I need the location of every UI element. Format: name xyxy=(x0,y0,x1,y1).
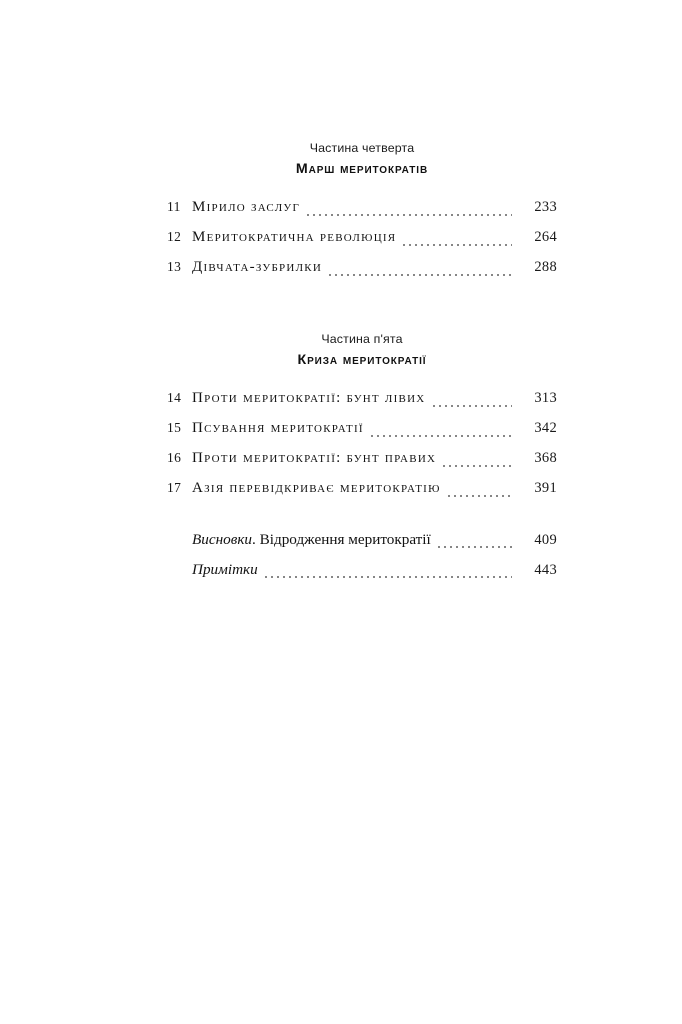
chapter-number: 12 xyxy=(167,229,182,245)
toc-entry[interactable] xyxy=(167,390,557,420)
chapter-title: азія перевідкриває меритократію xyxy=(192,479,441,496)
backmatter-title xyxy=(192,561,264,579)
dot-leader xyxy=(403,241,512,249)
toc-entry[interactable] xyxy=(167,229,557,259)
page-number: 409 xyxy=(534,531,557,548)
toc-entry[interactable] xyxy=(167,199,557,229)
dot-leader xyxy=(433,402,513,410)
backmatter-list xyxy=(167,531,557,591)
backmatter-title-roman: . Відродження меритократії xyxy=(252,530,431,548)
chapter-title: дівчата-зубрилки xyxy=(192,259,323,276)
dot-leader xyxy=(448,492,512,500)
toc-entry[interactable] xyxy=(167,259,557,289)
chapter-title: меритократична революція xyxy=(192,229,397,246)
toc-entry-backmatter[interactable] xyxy=(167,561,557,591)
table-of-contents xyxy=(167,140,557,591)
part-kicker: Частина п'ята xyxy=(321,332,403,347)
chapter-number: 17 xyxy=(167,479,182,495)
chapter-title: проти меритократії: бунт правих xyxy=(192,449,437,466)
chapter-number: 11 xyxy=(167,199,181,215)
chapter-title: мірило заслуг xyxy=(192,199,301,216)
dot-leader xyxy=(265,573,512,581)
dot-leader xyxy=(329,271,512,279)
chapter-number: 14 xyxy=(167,389,182,405)
page-number: 288 xyxy=(534,259,557,276)
dot-leader xyxy=(371,432,512,440)
dot-leader xyxy=(443,462,512,470)
dot-leader xyxy=(438,543,512,551)
chapter-number: 16 xyxy=(167,449,182,465)
toc-entry[interactable] xyxy=(167,480,557,510)
page-number: 233 xyxy=(534,199,557,216)
part-title: Криза меритократії xyxy=(297,352,427,369)
dot-leader xyxy=(307,211,512,219)
page-number: 368 xyxy=(534,449,557,466)
page-number: 313 xyxy=(534,389,557,406)
entry-list-part-four xyxy=(167,199,557,289)
page-number: 264 xyxy=(534,229,557,246)
part-heading-five xyxy=(167,331,557,371)
page-number: 342 xyxy=(534,419,557,436)
page-number: 391 xyxy=(534,479,557,496)
toc-entry[interactable] xyxy=(167,420,557,450)
part-title: Марш меритократів xyxy=(295,160,429,177)
page-number: 443 xyxy=(534,561,557,578)
chapter-number: 13 xyxy=(167,259,182,275)
chapter-number: 15 xyxy=(167,419,182,435)
backmatter-title-italic: Примітки xyxy=(192,560,258,578)
backmatter-title-italic: Висновки xyxy=(192,530,253,548)
toc-entry[interactable] xyxy=(167,450,557,480)
toc-entry-backmatter[interactable] xyxy=(167,531,557,561)
part-kicker: Частина четверта xyxy=(309,141,415,155)
entry-list-part-five xyxy=(167,390,557,510)
chapter-title: псування меритократії xyxy=(192,419,364,436)
chapter-title: проти меритократії: бунт лівих xyxy=(192,389,426,406)
backmatter-title xyxy=(192,531,437,549)
part-heading-four xyxy=(167,140,557,180)
